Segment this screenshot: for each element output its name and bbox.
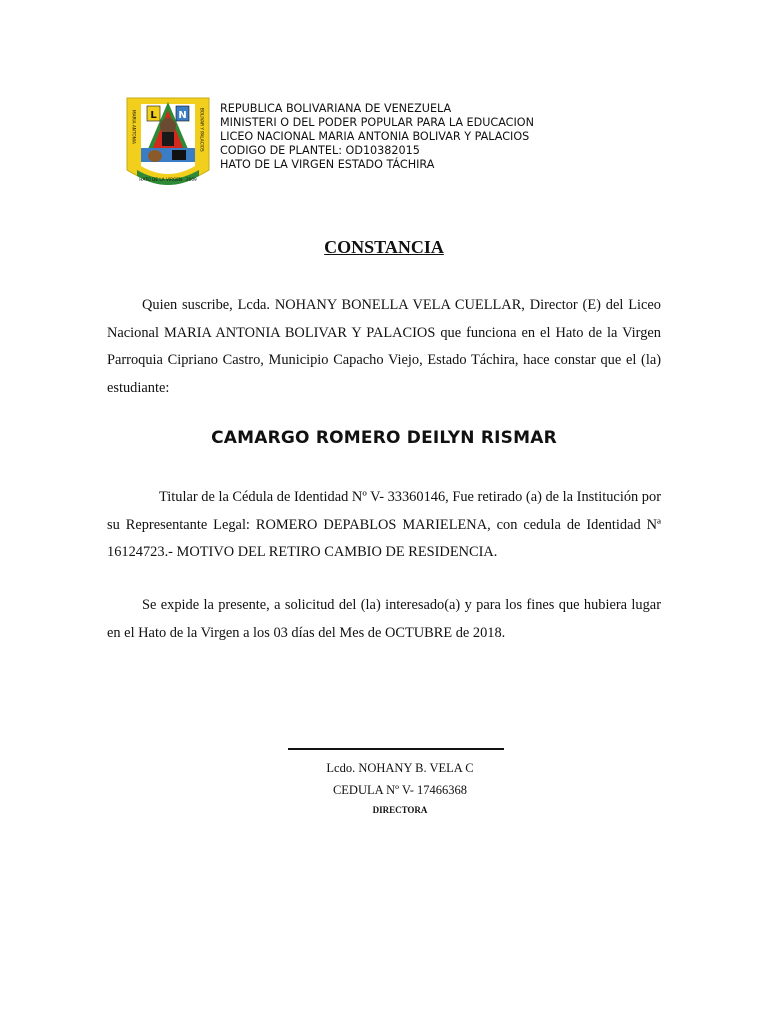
letterhead-line-location: HATO DE LA VIRGEN ESTADO TÁCHIRA: [220, 158, 435, 171]
signer-id: CEDULA Nº V- 17466368: [332, 783, 468, 797]
paragraph-intro: Quien suscribe, Lcda. NOHANY BONELLA VELA CUELLAR, Director (E) del Liceo Nacional MARIA ANTONIA BOLIVAR Y PALACIOS que funciona en el Hato de la Virgen Parroquia Cipriano Castro, Municipio Capacho Viejo, Estado Táchira, hace constar que el (la) estudiante:: [107, 297, 661, 396]
letterhead-line-code: CODIGO DE PLANTEL: OD10382015: [220, 144, 420, 157]
logo-banner-text: HATO DE LA VIRGEN · 2009: [139, 177, 197, 182]
letterhead-line-republic: REPUBLICA BOLIVARIANA DE VENEZUELA: [220, 102, 452, 115]
logo-side-text-left: MARIA ANTONIA: [131, 110, 137, 144]
signer-role: DIRECTORA: [372, 805, 428, 815]
document-title-wrap: [0, 237, 768, 258]
paragraph-details: Titular de la Cédula de Identidad Nº V- 33360146, Fue retirado (a) de la Institución por su Representante Legal: ROMERO DEPABLOS MARIELENA, con cedula de Identidad Nª 16124723.- MOTIVO DEL RETIRO CAMBIO DE RESIDENCIA.: [107, 489, 661, 560]
letterhead: [220, 102, 534, 172]
signature-line: [288, 748, 504, 750]
student-name: CAMARGO ROMERO DEILYN RISMAR: [211, 428, 557, 448]
document-title: CONSTANCIA: [324, 237, 444, 257]
school-logo: [123, 96, 213, 198]
letterhead-line-ministry: MINISTERI O DEL PODER POPULAR PARA LA EDUCACION: [220, 116, 534, 129]
logo-side-text-right: BOLIVAR Y PALACIOS: [199, 108, 205, 152]
logo-letter-right: N: [178, 110, 187, 121]
letterhead-line-school: LICEO NACIONAL MARIA ANTONIA BOLIVAR Y PALACIOS: [220, 130, 530, 143]
school-crest-icon: [123, 96, 213, 198]
paragraph-issuance: Se expide la presente, a solicitud del (la) interesado(a) y para los fines que hubiera lugar en el Hato de la Virgen a los 03 días del Mes de OCTUBRE de 2018.: [107, 597, 661, 641]
signer-name: Lcdo. NOHANY B. VELA C: [326, 761, 474, 775]
logo-letter-left: L: [150, 110, 157, 121]
